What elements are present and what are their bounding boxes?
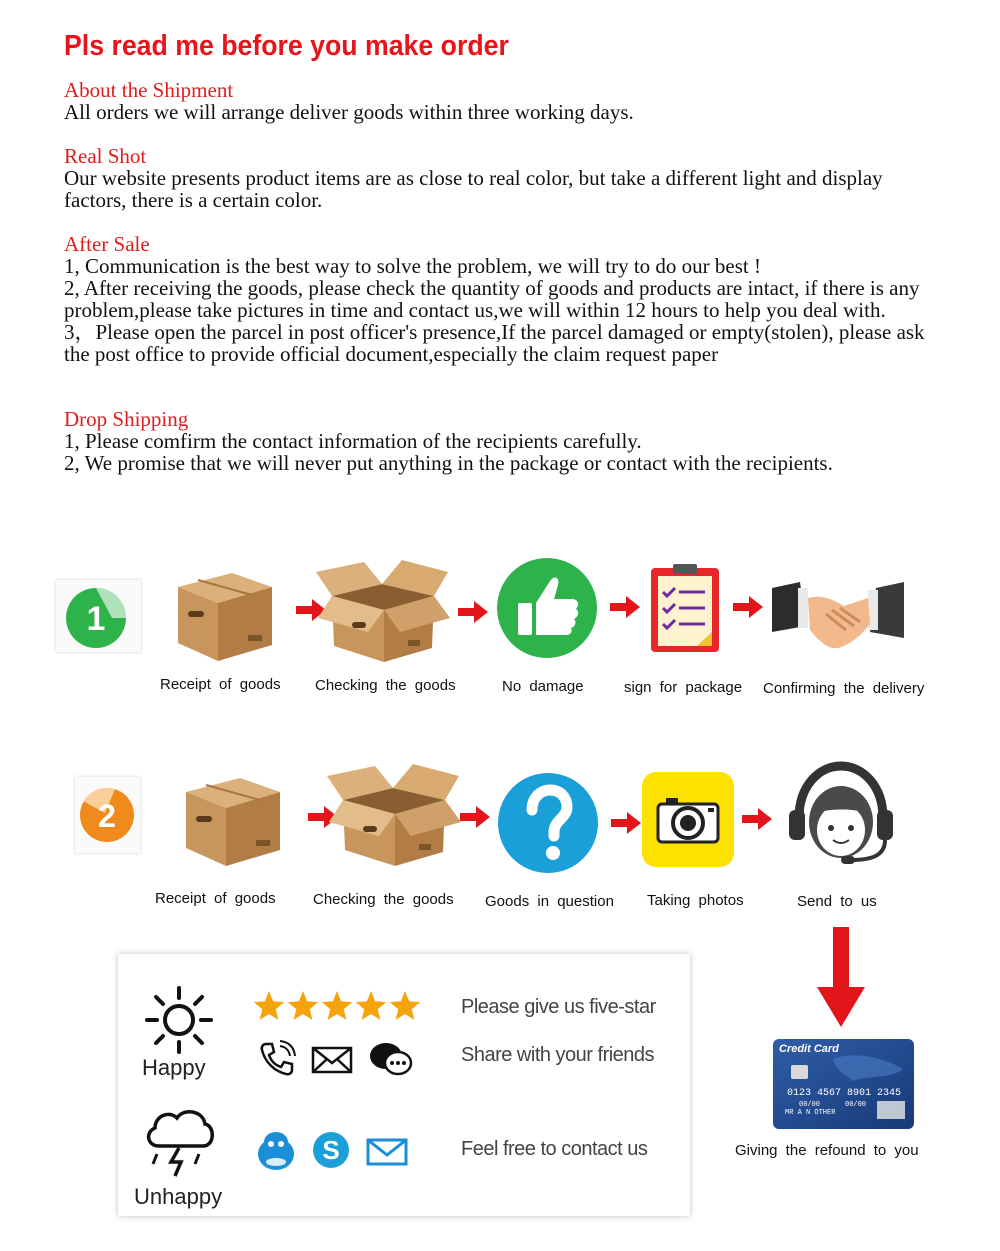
email-icon [366, 1138, 408, 1166]
section-text: 3，Please open the parcel in post officer's presence,If the parcel damaged or empty(stolen), please ask the post office to provide official document,especially the claim request paper [64, 320, 925, 366]
skype-icon [311, 1130, 351, 1170]
mail-icon [311, 1046, 353, 1074]
credit-card-icon [773, 1039, 914, 1129]
thumbs-up-icon [496, 557, 598, 659]
refund-label: Giving the refound to you [735, 1142, 919, 1159]
step-label: No damage [502, 678, 584, 695]
sun-icon [143, 984, 215, 1056]
chat-icon [368, 1040, 414, 1080]
step-label: Receipt of goods [160, 676, 281, 693]
unhappy-label: Unhappy [134, 1184, 223, 1209]
section-heading: About the Shipment [64, 78, 234, 102]
step-label: Taking photos [647, 892, 744, 909]
section-after-sale [64, 233, 944, 365]
badge-number: 1 [86, 600, 106, 638]
storm-cloud-icon [143, 1106, 217, 1178]
open-box-icon [323, 760, 463, 870]
share-text: Share with your friends [461, 1044, 655, 1066]
down-arrow-icon [815, 925, 867, 1029]
section-text: 2, After receiving the goods, please check the quantity of goods and products are intact, if there is any problem,please take pictures in time and contact us,we will within 12 hours to help you deal with. [64, 276, 920, 322]
happy-label: Happy [142, 1055, 206, 1080]
headset-support-icon [785, 760, 897, 870]
star-icon [356, 991, 386, 1020]
step-label: Confirming the delivery [763, 680, 925, 697]
arrow-icon [458, 804, 492, 830]
star-icon [390, 991, 420, 1020]
section-text: Our website presents product items are as close to real color, but take a different light and display factors, there is a certain color. [64, 166, 883, 212]
step-badge-1 [56, 580, 141, 652]
phone-icon [258, 1040, 296, 1078]
feedback-panel [118, 954, 690, 1216]
question-icon [497, 772, 599, 874]
open-box-icon [312, 556, 452, 666]
star-icon [322, 991, 352, 1020]
arrow-icon [609, 810, 643, 836]
handshake-icon [772, 578, 904, 658]
page-title: Pls read me before you make order [64, 30, 509, 62]
section-text: All orders we will arrange deliver goods within three working days. [64, 100, 634, 124]
step-badge-2 [75, 777, 140, 853]
step-label: Checking the goods [315, 677, 456, 694]
step-label: sign for package [624, 679, 743, 696]
svg-text:S: S [322, 1135, 340, 1165]
arrow-icon [456, 599, 490, 625]
section-real-shot [64, 145, 944, 211]
qq-icon [256, 1130, 296, 1172]
section-heading: Real Shot [64, 144, 147, 168]
card-date-2: 00/00 [845, 1101, 867, 1109]
section-shipment [64, 79, 944, 123]
closed-box-icon [170, 565, 280, 665]
star-icon [288, 991, 318, 1020]
step-label: Goods in question [485, 893, 614, 910]
step-label: Send to us [797, 893, 877, 910]
section-text: 2, We promise that we will never put anything in the package or contact with the recipients. [64, 451, 833, 475]
arrow-icon [608, 594, 642, 620]
five-star-text: Please give us five-star [461, 996, 656, 1018]
card-title: Credit Card [779, 1043, 839, 1055]
card-date-1: 00/00 [799, 1101, 821, 1109]
clipboard-icon [647, 562, 725, 656]
five-star-rating [252, 990, 422, 1029]
arrow-icon [740, 806, 774, 832]
section-text: 1, Please comfirm the contact information of the recipients carefully. [64, 429, 642, 453]
card-number: 0123 4567 8901 2345 [787, 1088, 902, 1099]
step-label: Receipt of goods [155, 890, 276, 907]
step-label: Checking the goods [313, 891, 454, 908]
contact-text: Feel free to contact us [461, 1138, 648, 1160]
section-text: 1, Communication is the best way to solve the problem, we will try to do our best ! [64, 254, 761, 278]
badge-number: 2 [98, 798, 116, 834]
section-drop-shipping [64, 408, 944, 474]
star-icon [254, 991, 284, 1020]
section-heading: Drop Shipping [64, 407, 189, 431]
closed-box-icon [178, 770, 288, 870]
card-holder: MR A N OTHER [785, 1109, 836, 1117]
section-heading: After Sale [64, 232, 150, 256]
arrow-icon [731, 594, 765, 620]
camera-icon [642, 772, 734, 867]
